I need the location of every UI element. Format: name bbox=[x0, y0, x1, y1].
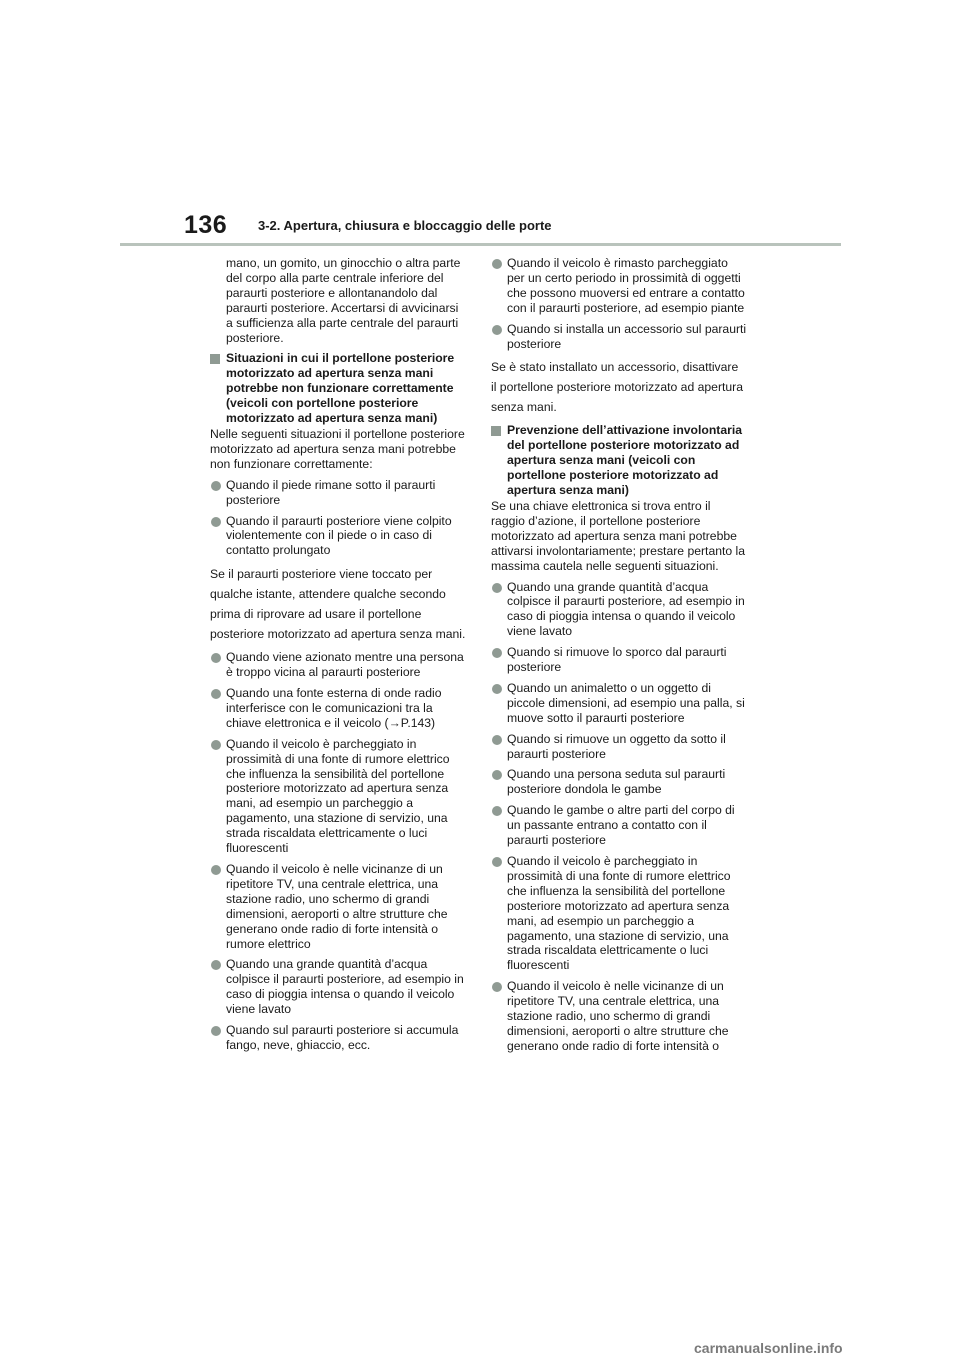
list-item-text: Quando il veicolo è parcheggiato in prossimità di una fonte di rumore elettrico che influenza la sensibilità del portellone posteriore motorizzato ad apertura senza mani, ad esempio un parcheggio a pagamento, una stazione di servizio, una strada riscaldata elettricamente o luci fluorescenti bbox=[226, 736, 450, 856]
bullet-dot-icon bbox=[211, 960, 221, 970]
list-item bbox=[491, 732, 747, 762]
list-item-text: Quando viene azionato mentre una persona è troppo vicina al paraurti posteriore bbox=[226, 650, 464, 680]
bullet-dot-icon bbox=[211, 740, 221, 750]
section-heading bbox=[491, 423, 747, 498]
heading-text: Situazioni in cui il portellone posteriore motorizzato ad apertura senza mani potrebbe non funzionare correttamente (veicoli con portellone posteriore motorizzato ad apertura senza mani) bbox=[226, 351, 455, 426]
bullet-dot-icon bbox=[492, 648, 502, 658]
heading-text: Prevenzione dell’attivazione involontaria del portellone posteriore motorizzato ad apertura senza mani (veicoli con portellone posteriore motorizzato ad apertura senza mani) bbox=[507, 423, 743, 498]
page-number: 136 bbox=[184, 211, 228, 239]
section-title: 3-2. Apertura, chiusura e bloccaggio delle porte bbox=[258, 218, 552, 233]
list-item bbox=[210, 686, 466, 731]
section-heading bbox=[210, 351, 466, 426]
list-item bbox=[210, 650, 466, 680]
list-item-text: Quando sul paraurti posteriore si accumula fango, neve, ghiaccio, ecc. bbox=[226, 1023, 459, 1052]
bullet-dot-icon bbox=[492, 583, 502, 593]
bullet-dot-icon bbox=[492, 770, 502, 780]
right-column bbox=[491, 256, 747, 1060]
list-item bbox=[491, 645, 747, 675]
bullet-dot-icon bbox=[492, 259, 502, 269]
list-item bbox=[210, 737, 466, 856]
note-paragraph: Se è stato installato un accessorio, disattivare il portellone posteriore motorizzato ad apertura senza mani. bbox=[491, 360, 744, 415]
intro-paragraph: Nelle seguenti situazioni il portellone posteriore motorizzato ad apertura senza mani potrebbe non funzionare correttamente: bbox=[210, 426, 465, 471]
bullet-dot-icon bbox=[211, 1026, 221, 1036]
list-item-text: Quando una fonte esterna di onde radio interferisce con le comunicazioni tra la chiave elettronica e il veicolo (→P.143) bbox=[226, 686, 442, 730]
left-column bbox=[210, 256, 466, 1059]
intro-paragraph: Se una chiave elettronica si trova entro il raggio d’azione, il portellone posteriore motorizzato ad apertura senza mani potrebbe attivarsi involontariamente; prestare pertanto la massima cautela nelle seguenti situazioni. bbox=[491, 498, 746, 573]
list-item bbox=[491, 979, 747, 1054]
list-item-text: Quando un animaletto o un oggetto di piccole dimensioni, ad esempio una palla, si muove sotto il paraurti posteriore bbox=[507, 680, 745, 725]
list-item-text: Quando il veicolo è parcheggiato in prossimità di una fonte di rumore elettrico che influenza la sensibilità del portellone posteriore motorizzato ad apertura senza mani, ad esempio un parcheggio a pagamento, una stazione di servizio, una strada riscaldata elettricamente o luci fluorescenti bbox=[507, 854, 731, 973]
continuation-text: mano, un gomito, un ginocchio o altra parte del corpo alla parte centrale inferiore del paraurti posteriore e allontanandolo dal paraurti posteriore. Accertarsi di avvicinarsi a sufficienza alla parte centrale del paraurti posteriore. bbox=[226, 256, 461, 345]
list-item-text: Quando il piede rimane sotto il paraurti posteriore bbox=[226, 477, 436, 507]
square-bullet-icon bbox=[491, 426, 501, 436]
list-item-text: Quando il veicolo è nelle vicinanze di un ripetitore TV, una centrale elettrica, una stazione radio, uno schermo di grandi dimensioni, aeroporti o altre strutture che generano onde radio di forte intensità o rumore elettrico bbox=[226, 862, 448, 951]
list-item bbox=[491, 322, 747, 352]
bullet-dot-icon bbox=[492, 982, 502, 992]
list-item-text: Quando il veicolo è nelle vicinanze di un ripetitore TV, una centrale elettrica, una stazione radio, uno schermo di grandi dimensioni, aeroporti o altre strutture che generano onde radio di forte intensità o bbox=[507, 979, 729, 1053]
bullet-dot-icon bbox=[492, 325, 502, 335]
list-item bbox=[210, 957, 466, 1017]
list-item-text: Quando si installa un accessorio sul paraurti posteriore bbox=[507, 321, 747, 351]
list-item-text: Quando si rimuove lo sporco dal paraurti posteriore bbox=[507, 645, 727, 675]
bullet-dot-icon bbox=[211, 689, 221, 699]
bullet-dot-icon bbox=[211, 517, 221, 527]
bullet-dot-icon bbox=[211, 865, 221, 875]
list-item-text: Quando si rimuove un oggetto da sotto il paraurti posteriore bbox=[507, 731, 726, 761]
bullet-dot-icon bbox=[492, 684, 502, 694]
list-item bbox=[491, 580, 747, 640]
bullet-dot-icon bbox=[211, 653, 221, 663]
list-item bbox=[491, 256, 747, 316]
bullet-dot-icon bbox=[492, 806, 502, 816]
list-item bbox=[210, 478, 466, 508]
list-item-text: Quando una grande quantità d’acqua colpisce il paraurti posteriore, ad esempio in caso di pioggia intensa o quando il veicolo viene lavato bbox=[226, 957, 464, 1017]
watermark-link[interactable]: carmanualsonline.info bbox=[694, 1340, 843, 1356]
bullet-dot-icon bbox=[211, 481, 221, 491]
bullet-dot-icon bbox=[492, 857, 502, 867]
list-item bbox=[491, 681, 747, 726]
list-item-text: Quando una grande quantità d’acqua colpisce il paraurti posteriore, ad esempio in caso di pioggia intensa o quando il veicolo viene lavato bbox=[507, 579, 745, 639]
list-item-text: Quando una persona seduta sul paraurti posteriore dondola le gambe bbox=[507, 767, 726, 797]
list-item bbox=[210, 862, 466, 951]
list-item bbox=[491, 854, 747, 973]
list-item-text: Quando il paraurti posteriore viene colpito violentemente con il piede o in caso di contatto prolungato bbox=[226, 513, 452, 558]
bullet-dot-icon bbox=[492, 735, 502, 745]
list-item bbox=[491, 803, 747, 848]
square-bullet-icon bbox=[210, 354, 220, 364]
list-item-text: Quando il veicolo è rimasto parcheggiato per un certo periodo in prossimità di oggetti che possono muoversi ed entrare a contatto con il paraurti posteriore, ad esempio piante bbox=[507, 256, 745, 315]
header-rule bbox=[120, 243, 841, 246]
list-item bbox=[210, 514, 466, 559]
list-item bbox=[491, 767, 747, 797]
list-item-text: Quando le gambe o altre parti del corpo di un passante entrano a contatto con il paraurti posteriore bbox=[507, 803, 735, 848]
note-paragraph: Se il paraurti posteriore viene toccato per qualche istante, attendere qualche secondo prima di riprovare ad usare il portellone posteriore motorizzato ad apertura senza mani. bbox=[210, 567, 466, 642]
list-item bbox=[210, 1023, 466, 1053]
